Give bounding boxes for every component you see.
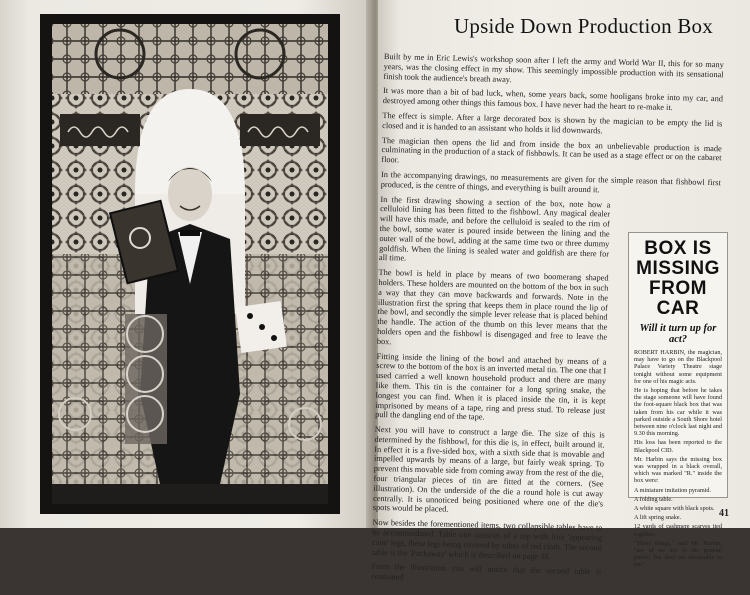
paragraph: The magician then opens the lid and from inside the box an unbelievable production is made culminating in the production of a stack of fishbowls. It can be used as a stage effect or on the cabaret floor. [381, 135, 722, 165]
clipping-paragraph: "These things," said Mr. Harbin, "are of no use to the general public, but they are invaluable to me." [634, 539, 722, 569]
clipping-paragraph: He is hoping that before he takes the stage someone will have found the foot-square black box that was taken from his car while it was parked outside a South Shore hotel between nine o'clock last night and 9.30 this morning. [634, 387, 722, 438]
paragraph: In the first drawing showing a section of the box, note how a celluloid lining has been fitted to the fishbowl. Any magical dealer will have this made, and before the celluloid is sealed to the rim of the bowl, some water is poured inside between the lining and the outer wall of the bowl, adding at the same time two or three dummy goldfish. When the lining is sealed water and goldfish are there for all time. [378, 194, 611, 263]
photo-illustration [40, 14, 340, 514]
clipping-paragraph: A miniature imitation pyramid. [634, 486, 711, 494]
clipping-paragraph: A white square with black spots. [634, 505, 715, 513]
clipping-subhead: Will it turn up for act? [639, 323, 717, 345]
clipping-paragraph: 12 yards of cashmere scarves tied together. [634, 523, 722, 538]
clipping-paragraph: ROBERT HARBIN, the magician, may have to go on the Blackpool Palace Variety Theatre stage tonight without some equipment for one of his magic acts. [634, 349, 722, 385]
paragraph: In the accompanying drawings, no measurements are given for the simple reason that fishbowl first produced, is the centre of things, and everything is built around it. [380, 169, 722, 195]
paragraph: The bowl is held in place by means of two boomerang shaped holders. These holders are mounted on the bottom of the box in such a way that they can move backwards and forwards. Note in the illustration first the spring that keeps them in place round the lip of the bowl, and secondly the simple lever release that is placed behind the handle. The action of the thumb on this lever means that the holders open and the fishbowl is disengaged and free to leave the box. [376, 268, 609, 346]
page-title: Upside Down Production Box [454, 14, 713, 38]
paragraph: Next you will have to construct a large die. The size of this is determined by the fishbowl, for this die is, in effect, built around it. In effect it is a five-sided box, with a sixth side that is movable and impelled upwards by means of a large, but fairly weak spring. To prevent this movable side from coming away from the rest of the die, four triangular pieces of tin are fitted at the corners. (See illustration). On the underside of the die a round hole is cut away centrally. It is unnoticed being positioned where one of the die's spots would be placed. [372, 424, 605, 515]
paragraph: The effect is simple. After a large decorated box is shown by the magician to be empty the lid is closed and it is handed to an assistant who holds it lid downwards. [382, 110, 723, 136]
clipping-body [634, 349, 722, 569]
clipping-paragraph: Mr. Harbin says the missing box was wrapped in a black overall, which was marked "R." inside the box were: [634, 455, 722, 485]
left-page [0, 0, 372, 528]
paragraph: From the illustration you will notice that the second table is contained [371, 562, 602, 582]
clipping-paragraph: His loss has been reported to the Blackpool CID. [634, 439, 722, 454]
page-number: 41 [719, 508, 729, 519]
paragraph: It was more than a bit of bad luck, when, some years back, some hooligans broke into my car, and destroyed among other things this famous box. I have never had the heart to re-make it. [382, 86, 724, 113]
clipping-paragraph: A lift spring snake. [634, 514, 682, 522]
paragraph: Fitting inside the lining of the bowl and attached by means of a screw to the bottom of the box is an inverted metal tin. The one that I used carried a well known household product and there are many like them. This tin is the container for a long spring snake, the longest you can find. When it is placed inside the tin, it is kept imprisoned by means of a tape, ring and press stud. To release just pull the dangling end of the tape. [375, 351, 607, 422]
paragraph: Built by me in Eric Lewis's workshop soon after I left the army and World War II, this for so many years, was the closing effect in my show. This seemingly impossible production with its sensational finish took the audience's breath away. [383, 52, 724, 84]
magician-photo [40, 14, 340, 514]
clipping-headline: BOX IS MISSING FROM CAR [636, 238, 720, 319]
clipping-paragraph: A folding table. [634, 495, 673, 503]
paragraph: Now besides the forementioned items, two collapsible tables have to be accommodated. Table one consists of a top with four 'appearing cane' legs, these legs being covered by tubes of red cloth. The second table is the 'Packaway' which is described on page 38. [371, 518, 603, 561]
